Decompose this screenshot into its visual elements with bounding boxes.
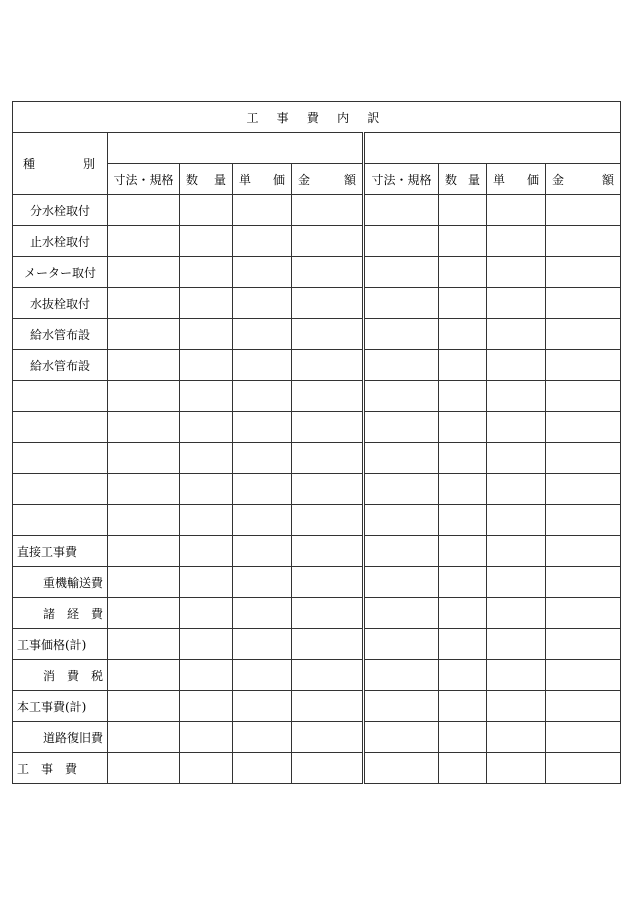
right-cell-size-spec[interactable] (364, 257, 439, 288)
right-cell-amount[interactable] (546, 567, 621, 598)
cost-breakdown-table (12, 101, 621, 784)
table-row (13, 412, 621, 443)
right-cell-quantity[interactable] (439, 536, 487, 567)
right-cell-amount[interactable] (546, 691, 621, 722)
right-cell-unit-price[interactable] (487, 195, 546, 226)
left-cell-quantity[interactable] (180, 536, 233, 567)
right-cell-size-spec[interactable] (364, 505, 439, 536)
right-cell-size-spec[interactable] (364, 381, 439, 412)
left-cell-amount[interactable] (292, 567, 364, 598)
right-cell-amount[interactable] (546, 505, 621, 536)
right-cell-size-spec[interactable] (364, 691, 439, 722)
row-category-label: 本工事費(計) (13, 691, 108, 722)
table-row (13, 381, 621, 412)
left-cell-size-spec[interactable] (108, 722, 180, 753)
left-cell-unit-price[interactable] (233, 598, 292, 629)
right-cell-unit-price[interactable] (487, 598, 546, 629)
left-cell-unit-price[interactable] (233, 691, 292, 722)
left-cell-quantity[interactable] (180, 474, 233, 505)
left-cell-unit-price[interactable] (233, 195, 292, 226)
right-cell-unit-price[interactable] (487, 226, 546, 257)
right-cell-unit-price[interactable] (487, 722, 546, 753)
left-cell-size-spec[interactable] (108, 660, 180, 691)
left-cell-amount[interactable] (292, 598, 364, 629)
category-header-part: 種 (23, 157, 36, 171)
right-cell-amount[interactable] (546, 319, 621, 350)
table-row (13, 195, 621, 226)
row-category-label: 諸 経 費 (13, 598, 108, 629)
left-cell-quantity[interactable] (180, 350, 233, 381)
table-row (13, 567, 621, 598)
left-cell-size-spec[interactable] (108, 629, 180, 660)
row-category-label: 消 費 税 (13, 660, 108, 691)
left-cell-unit-price[interactable] (233, 288, 292, 319)
left-cell-unit-price[interactable] (233, 629, 292, 660)
left-cell-size-spec[interactable] (108, 536, 180, 567)
right-cell-quantity[interactable] (439, 195, 487, 226)
right-cell-amount[interactable] (546, 443, 621, 474)
right-cell-unit-price[interactable] (487, 350, 546, 381)
right-cell-amount[interactable] (546, 753, 621, 784)
right-cell-unit-price[interactable] (487, 753, 546, 784)
table-row (13, 443, 621, 474)
left-cell-quantity[interactable] (180, 288, 233, 319)
left-cell-unit-price[interactable] (233, 567, 292, 598)
left-cell-amount[interactable] (292, 753, 364, 784)
column-header-part: 量 (467, 172, 480, 187)
table-row (13, 319, 621, 350)
row-category-label (13, 505, 108, 536)
right-cell-quantity[interactable] (439, 443, 487, 474)
right-cell-quantity[interactable] (439, 474, 487, 505)
column-header-unit-price (487, 164, 546, 195)
left-cell-quantity[interactable] (180, 412, 233, 443)
row-category-label (13, 443, 108, 474)
right-cell-amount[interactable] (546, 660, 621, 691)
left-cell-amount[interactable] (292, 226, 364, 257)
right-cell-quantity[interactable] (439, 629, 487, 660)
right-cell-quantity[interactable] (439, 319, 487, 350)
left-cell-size-spec[interactable] (108, 474, 180, 505)
row-category-label: 水抜栓取付 (13, 288, 108, 319)
right-cell-amount[interactable] (546, 381, 621, 412)
category-header-part: 別 (82, 157, 95, 171)
column-header-part: 金 (298, 172, 311, 187)
row-category-label: メーター取付 (13, 257, 108, 288)
right-cell-unit-price[interactable] (487, 505, 546, 536)
left-cell-amount[interactable] (292, 474, 364, 505)
left-cell-size-spec[interactable] (108, 226, 180, 257)
right-cell-size-spec[interactable] (364, 536, 439, 567)
row-category-label (13, 474, 108, 505)
right-cell-size-spec[interactable] (364, 226, 439, 257)
right-cell-quantity[interactable] (439, 722, 487, 753)
left-cell-amount[interactable] (292, 660, 364, 691)
table-row (13, 226, 621, 257)
column-header-part: 金 (552, 172, 565, 187)
form-title: 工 事 費 内 訳 (13, 102, 621, 133)
right-group-header-blank (364, 133, 621, 164)
left-cell-amount[interactable] (292, 412, 364, 443)
row-category-label: 直接工事費 (13, 536, 108, 567)
right-cell-amount[interactable] (546, 722, 621, 753)
left-cell-size-spec[interactable] (108, 412, 180, 443)
left-cell-quantity[interactable] (180, 660, 233, 691)
column-header-quantity (180, 164, 233, 195)
right-cell-size-spec[interactable] (364, 753, 439, 784)
right-cell-quantity[interactable] (439, 257, 487, 288)
right-cell-size-spec[interactable] (364, 195, 439, 226)
left-cell-amount[interactable] (292, 443, 364, 474)
row-category-label: 給水管布設 (13, 319, 108, 350)
left-group-header-blank (108, 133, 364, 164)
left-cell-amount[interactable] (292, 381, 364, 412)
right-cell-unit-price[interactable] (487, 567, 546, 598)
column-header-part: 単 (239, 172, 252, 187)
right-cell-unit-price[interactable] (487, 629, 546, 660)
left-cell-unit-price[interactable] (233, 412, 292, 443)
right-cell-amount[interactable] (546, 226, 621, 257)
right-cell-amount[interactable] (546, 288, 621, 319)
right-cell-amount[interactable] (546, 536, 621, 567)
right-cell-size-spec[interactable] (364, 629, 439, 660)
left-cell-quantity[interactable] (180, 753, 233, 784)
right-cell-unit-price[interactable] (487, 319, 546, 350)
right-cell-unit-price[interactable] (487, 412, 546, 443)
row-category-label: 工 事 費 (13, 753, 108, 784)
table-row (13, 257, 621, 288)
right-cell-quantity[interactable] (439, 412, 487, 443)
row-category-label (13, 381, 108, 412)
left-cell-size-spec[interactable] (108, 691, 180, 722)
right-cell-size-spec[interactable] (364, 722, 439, 753)
column-header-part: 量 (213, 172, 226, 187)
right-cell-quantity[interactable] (439, 505, 487, 536)
left-cell-quantity[interactable] (180, 381, 233, 412)
left-cell-unit-price[interactable] (233, 319, 292, 350)
column-header-part: 額 (343, 172, 356, 187)
left-cell-unit-price[interactable] (233, 753, 292, 784)
left-cell-quantity[interactable] (180, 598, 233, 629)
right-cell-quantity[interactable] (439, 381, 487, 412)
table-row (13, 722, 621, 753)
left-cell-unit-price[interactable] (233, 722, 292, 753)
left-cell-unit-price[interactable] (233, 381, 292, 412)
right-cell-amount[interactable] (546, 629, 621, 660)
column-header-amount (546, 164, 621, 195)
category-header (13, 133, 108, 195)
right-cell-size-spec[interactable] (364, 660, 439, 691)
right-cell-unit-price[interactable] (487, 381, 546, 412)
table-row (13, 505, 621, 536)
left-cell-quantity[interactable] (180, 257, 233, 288)
left-cell-size-spec[interactable] (108, 567, 180, 598)
right-cell-size-spec[interactable] (364, 474, 439, 505)
right-cell-quantity[interactable] (439, 660, 487, 691)
column-header-unit-price (233, 164, 292, 195)
column-header-part: 数 (445, 172, 458, 187)
right-cell-size-spec[interactable] (364, 350, 439, 381)
right-cell-size-spec[interactable] (364, 412, 439, 443)
right-cell-size-spec[interactable] (364, 567, 439, 598)
left-cell-amount[interactable] (292, 629, 364, 660)
column-header-size-spec: 寸法・規格 (364, 164, 439, 195)
left-cell-amount[interactable] (292, 536, 364, 567)
column-header-quantity (439, 164, 487, 195)
column-header-part: 額 (602, 172, 615, 187)
right-cell-size-spec[interactable] (364, 288, 439, 319)
left-cell-unit-price[interactable] (233, 257, 292, 288)
right-cell-unit-price[interactable] (487, 288, 546, 319)
left-cell-unit-price[interactable] (233, 660, 292, 691)
left-cell-size-spec[interactable] (108, 505, 180, 536)
left-cell-unit-price[interactable] (233, 505, 292, 536)
right-cell-quantity[interactable] (439, 350, 487, 381)
left-cell-quantity[interactable] (180, 195, 233, 226)
column-header-amount (292, 164, 364, 195)
left-cell-size-spec[interactable] (108, 381, 180, 412)
right-cell-quantity[interactable] (439, 567, 487, 598)
right-cell-amount[interactable] (546, 412, 621, 443)
column-header-part: 単 (493, 172, 506, 187)
left-cell-amount[interactable] (292, 195, 364, 226)
left-cell-amount[interactable] (292, 350, 364, 381)
left-cell-quantity[interactable] (180, 319, 233, 350)
left-cell-amount[interactable] (292, 505, 364, 536)
left-cell-amount[interactable] (292, 288, 364, 319)
row-category-label: 重機輸送費 (13, 567, 108, 598)
right-cell-size-spec[interactable] (364, 443, 439, 474)
row-category-label: 給水管布設 (13, 350, 108, 381)
left-cell-size-spec[interactable] (108, 598, 180, 629)
right-cell-quantity[interactable] (439, 288, 487, 319)
left-cell-size-spec[interactable] (108, 350, 180, 381)
right-cell-unit-price[interactable] (487, 660, 546, 691)
table-row (13, 536, 621, 567)
row-category-label: 止水栓取付 (13, 226, 108, 257)
column-header-part: 価 (526, 172, 539, 187)
column-header-part: 数 (186, 172, 199, 187)
table-row (13, 629, 621, 660)
right-cell-unit-price[interactable] (487, 691, 546, 722)
left-cell-size-spec[interactable] (108, 288, 180, 319)
left-cell-quantity[interactable] (180, 691, 233, 722)
left-cell-quantity[interactable] (180, 226, 233, 257)
right-cell-size-spec[interactable] (364, 319, 439, 350)
right-cell-unit-price[interactable] (487, 443, 546, 474)
right-cell-amount[interactable] (546, 350, 621, 381)
row-category-label: 分水栓取付 (13, 195, 108, 226)
row-category-label: 道路復旧費 (13, 722, 108, 753)
left-cell-unit-price[interactable] (233, 443, 292, 474)
left-cell-size-spec[interactable] (108, 753, 180, 784)
row-category-label: 工事価格(計) (13, 629, 108, 660)
left-cell-size-spec[interactable] (108, 443, 180, 474)
left-cell-unit-price[interactable] (233, 474, 292, 505)
right-cell-unit-price[interactable] (487, 536, 546, 567)
right-cell-unit-price[interactable] (487, 474, 546, 505)
right-cell-amount[interactable] (546, 195, 621, 226)
left-cell-amount[interactable] (292, 319, 364, 350)
left-cell-size-spec[interactable] (108, 195, 180, 226)
left-cell-size-spec[interactable] (108, 319, 180, 350)
left-cell-quantity[interactable] (180, 443, 233, 474)
right-cell-quantity[interactable] (439, 753, 487, 784)
column-header-part: 価 (272, 172, 285, 187)
right-cell-unit-price[interactable] (487, 257, 546, 288)
right-cell-quantity[interactable] (439, 598, 487, 629)
right-cell-amount[interactable] (546, 598, 621, 629)
right-cell-size-spec[interactable] (364, 598, 439, 629)
table-row (13, 598, 621, 629)
left-cell-quantity[interactable] (180, 505, 233, 536)
left-cell-unit-price[interactable] (233, 536, 292, 567)
table-row (13, 288, 621, 319)
left-cell-size-spec[interactable] (108, 257, 180, 288)
left-cell-quantity[interactable] (180, 629, 233, 660)
left-cell-unit-price[interactable] (233, 350, 292, 381)
cost-breakdown-form (12, 101, 620, 783)
row-category-label (13, 412, 108, 443)
left-cell-amount[interactable] (292, 257, 364, 288)
table-row (13, 660, 621, 691)
column-header-size-spec: 寸法・規格 (108, 164, 180, 195)
right-cell-amount[interactable] (546, 257, 621, 288)
left-cell-quantity[interactable] (180, 722, 233, 753)
right-cell-quantity[interactable] (439, 691, 487, 722)
right-cell-amount[interactable] (546, 474, 621, 505)
left-cell-amount[interactable] (292, 722, 364, 753)
left-cell-amount[interactable] (292, 691, 364, 722)
table-row (13, 691, 621, 722)
table-row (13, 350, 621, 381)
left-cell-quantity[interactable] (180, 567, 233, 598)
left-cell-unit-price[interactable] (233, 226, 292, 257)
table-row (13, 753, 621, 784)
right-cell-quantity[interactable] (439, 226, 487, 257)
table-row (13, 474, 621, 505)
